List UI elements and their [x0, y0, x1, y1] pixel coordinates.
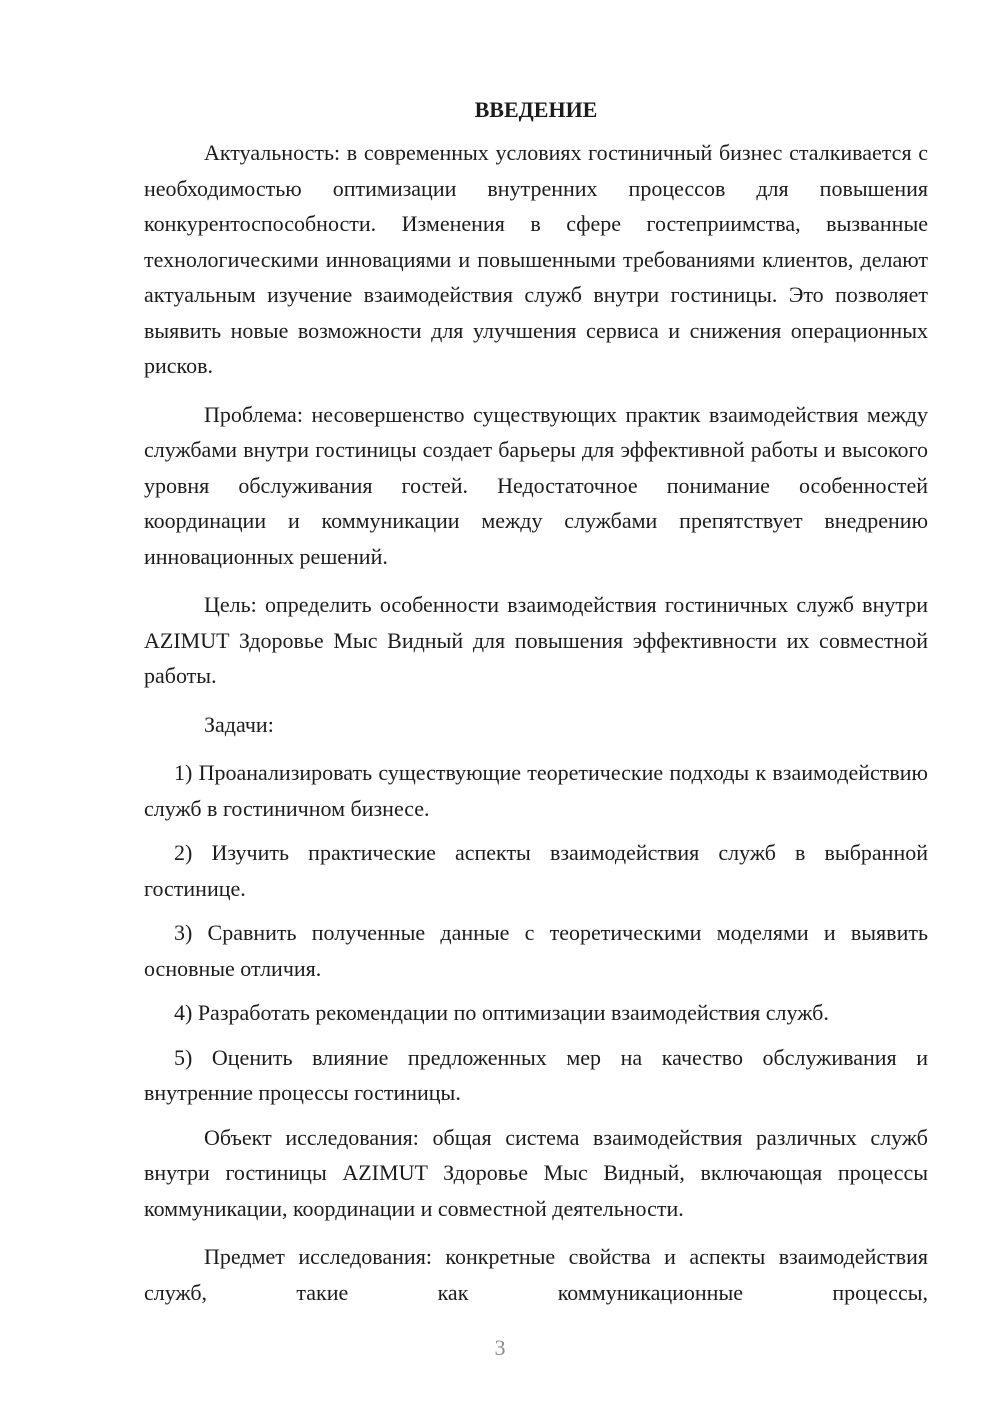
section-heading: ВВЕДЕНИЕ: [474, 97, 598, 122]
task-item: 5) Оценить влияние предложенных мер на качество обслуживания и внутренние процессы гостиницы.: [144, 1044, 928, 1105]
task-item: 2) Изучить практические аспекты взаимодействия служб в выбранной гостинице.: [144, 840, 928, 901]
page-content: [144, 95, 928, 1310]
tasks-heading: Задачи:: [204, 711, 274, 737]
task-item: 4) Разработать рекомендации по оптимизации взаимодействия служб.: [174, 1000, 829, 1025]
paragraph-relevance: Актуальность: в современных условиях гостиничный бизнес сталкивается с необходимостью оптимизации внутренних процессов для повышения конкурентоспособности. Изменения в сфере гостеприимства, вызванные технологическими инновациями и повышенными требованиями клиентов, делают актуальным изучение взаимодействия служб внутри гостиницы. Это позволяет выявить новые возможности для улучшения сервиса и снижения операционных рисков.: [144, 140, 928, 378]
paragraph-problem: Проблема: несовершенство существующих практик взаимодействия между службами внутри гостиницы создает барьеры для эффективной работы и высокого уровня обслуживания гостей. Недостаточное понимание особенностей координации и коммуникации между службами препятствует внедрению инновационных решений.: [144, 401, 928, 569]
task-item: 3) Сравнить полученные данные с теоретическими моделями и выявить основные отличия.: [144, 920, 928, 981]
paragraph-subject: Предмет исследования: конкретные свойства и аспекты взаимодействия служб, такие как коммуникационные процессы,: [144, 1244, 928, 1305]
paragraph-object: Объект исследования: общая система взаимодействия различных служб внутри гостиницы AZIMUT Здоровье Мыс Видный, включающая процессы коммуникации, координации и совместной деятельности.: [144, 1124, 928, 1221]
paragraph-goal: Цель: определить особенности взаимодействия гостиничных служб внутри AZIMUT Здоровье Мыс Видный для повышения эффективности их совместной работы.: [144, 592, 928, 688]
page-number: 3: [494, 1335, 506, 1360]
task-item: 1) Проанализировать существующие теоретические подходы к взаимодействию служб в гостиничном бизнесе.: [144, 760, 928, 821]
